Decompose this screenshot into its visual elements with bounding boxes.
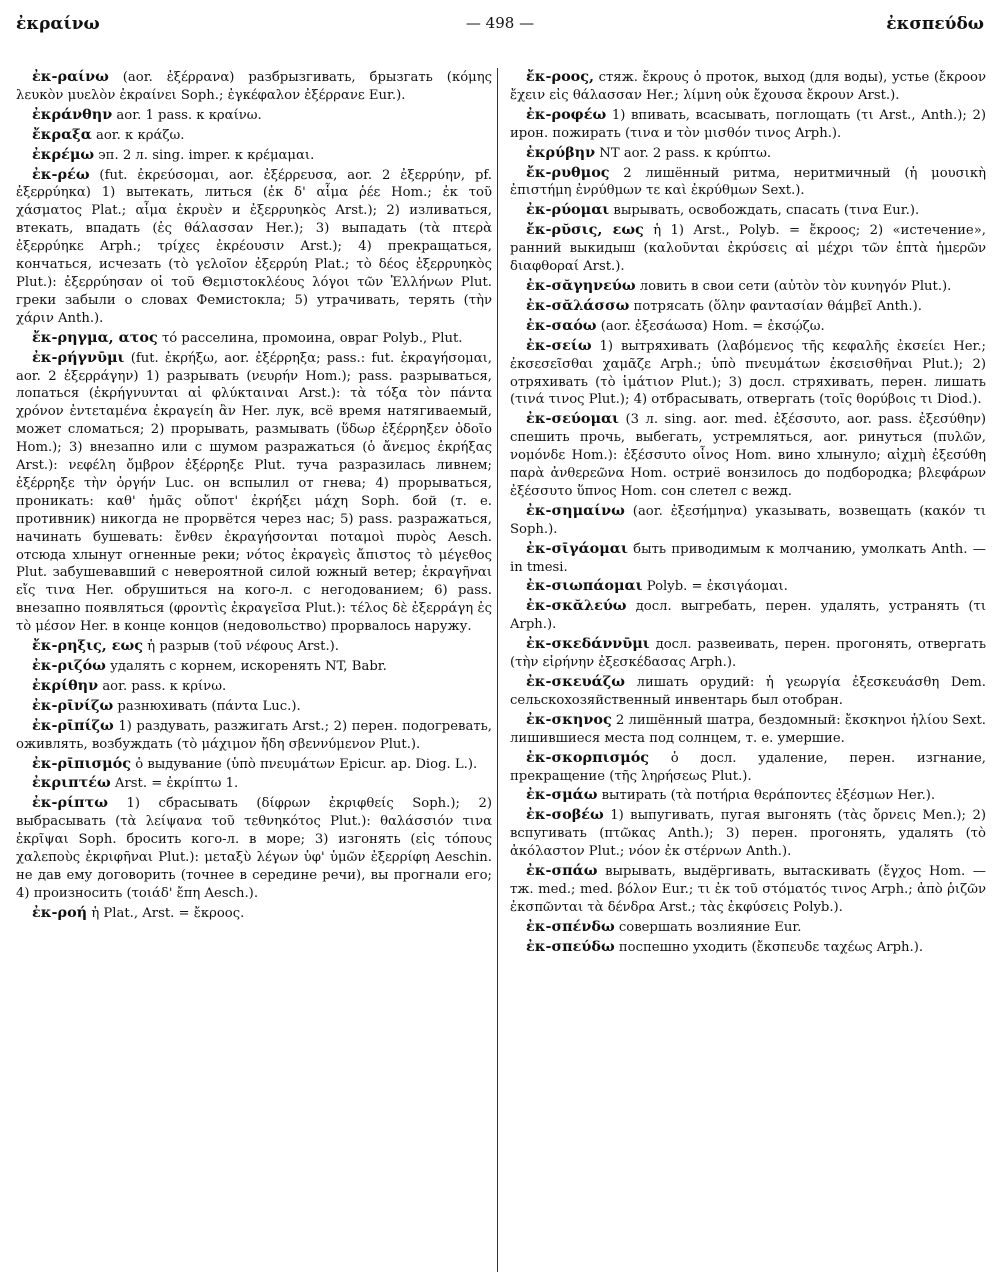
- entry-definition: 2 лишённый ритма, неритмичный (ἡ μουσικὴ ἐπιστήμη ἐνρύθμων τε καὶ ἐκρύθμων Sext.).: [510, 165, 986, 199]
- dictionary-entry: [510, 410, 986, 501]
- entry-definition: ἡ Plat., Arst. = ἔκροος.: [87, 905, 245, 921]
- entry-headword: ἐκ-σημαίνω: [526, 501, 625, 519]
- entry-definition: ἡ разрыв (τοῦ νέφους Arst.).: [143, 639, 339, 655]
- dictionary-entry: [510, 673, 986, 710]
- entry-definition: разнюхивать (πάντα Luc.).: [113, 698, 301, 714]
- entry-headword: ἐκ-σκευάζω: [526, 673, 625, 690]
- entry-definition: ὁ выдувание (ὑπὸ πνευμάτων Epicur. ap. Diog. L.).: [131, 756, 478, 772]
- dictionary-entry: [510, 711, 986, 748]
- entry-definition: (aor. ἐξεσήμηνα) указывать, возвещать (κακόν τι Soph.).: [510, 503, 986, 537]
- dictionary-entry: [16, 329, 492, 348]
- left-column: [16, 68, 492, 1272]
- entry-definition: вырывать, освобождать, спасать (τινα Eur.).: [609, 203, 920, 219]
- entry-headword: ἐκ-ρίπτω: [32, 794, 108, 812]
- dictionary-entry: [16, 126, 492, 145]
- entry-headword: ἐκ-ρῑπίζω: [32, 716, 114, 734]
- entry-definition: (fut. ἐκρήξω, aor. ἐξέρρηξα; pass.: fut. ἐκραγήσομαι, aor. 2 ἐξερράγην) 1) разрывать (νευρήν Hom.); pass. разрываться, лопаться (ἐκρήγνυνται αἱ φλύκταιναι Arst.): τὰ τόξα τὸν πάντα χρόνον ἐντεταμένα ἐκραγείη ἂν Her. лук, всё время натягиваемый, может сломаться; 2) прорывать, размывать (ὕδωρ ἐξέρρηξεν ὁδοῖο Hom.); 3) внезапно или с шумом разражаться (ὁ ἄνεμος ἐκρήξας Arst.): νεφέλη ὄμβρον ἐξέρρηξε Plut. туча разразилась ливнем; ἐξέρρηξε τὴν ὀργήν Luc. он вспылил от гнева; 4) прорываться, проникать: καθ' ἡμᾶς οὔποτ' ἐκρήξει μάχη Soph. бой (т. е. противник) никогда не прорвётся через нас; 5) pass. разражаться, начинать бушевать: ἔνθεν ἐκραγήσονται ποταμοὶ πυρὸς Aesch. отсюда хлынут огненные реки; νότος ἐκραγεὶς ἄπιστος τὸ μέγεθος Plut. забушевавший с невероятной силой южный ветер; ἐκραγῆναι εἴς τινα Her. обрушиться на кого-л. с негодованием; 6) pass. внезапно появляться (φροντὶς ἐκραγεῖσα Plut.): τέλος δὲ ἐξερράγη ἐς τὸ μέσον Her. в конце концов (недовольство) прорвалось наружу.: [16, 350, 492, 635]
- entry-headword: ἐκ-σκᾰλεύω: [526, 597, 627, 615]
- dictionary-entry: [16, 755, 492, 774]
- entry-headword: ἐκ-ρέω: [32, 165, 90, 183]
- entry-headword: ἐκ-σῑγάομαι: [526, 539, 628, 557]
- dictionary-entry: [16, 349, 492, 637]
- entry-headword: ἐκ-σμάω: [526, 786, 598, 804]
- dictionary-entry: [510, 221, 986, 276]
- entry-headword: ἐκρέμω: [32, 145, 95, 163]
- entry-definition: NT aor. 2 pass. к κρύπτω.: [595, 145, 772, 161]
- dictionary-entry: [16, 68, 492, 105]
- entry-headword: ἐκ-ριζόω: [32, 657, 106, 674]
- entry-definition: τό расселина, промоина, овраг Polyb., Plut.: [157, 330, 463, 346]
- entry-definition: вытирать (τὰ ποτήρια θεράποντες ἐξέσμων Her.).: [597, 788, 936, 804]
- dictionary-entry: [510, 68, 986, 105]
- entry-headword: ἐκ-ραίνω: [32, 68, 109, 85]
- dictionary-entry: [510, 297, 986, 316]
- dictionary-entry: [510, 918, 986, 937]
- dictionary-entry: [16, 794, 492, 902]
- entry-definition: ὁ досл. удаление, перен. изгнание, прекращение (τῆς ληρήσεως Plut.).: [510, 750, 986, 784]
- header-left-guideword: ἐκραίνω: [16, 14, 100, 34]
- entry-headword: ἐκ-ρῑνίζω: [32, 696, 114, 714]
- dictionary-entry: [510, 806, 986, 861]
- dictionary-entry: [16, 904, 492, 923]
- entry-definition: досл. выгребать, перен. удалять, устранять (τι Arph.).: [510, 599, 986, 633]
- entry-headword: ἐκ-ρύομαι: [526, 201, 610, 219]
- entry-definition: 1) выпугивать, пугая выгонять (τὰς ὄρνεις Men.); 2) вспугивать (πτῶκας Anth.); 3) перен. прогонять, удалять (τὸ ἀκόλαστον Plut.; νόον ἐκ στέρνων Anth.).: [510, 808, 986, 860]
- entry-definition: лишать орудий: ἡ γεωργία ἐξεσκευάσθη Dem. сельскохозяйственный инвентарь был отобран.: [510, 675, 986, 708]
- entry-headword: ἐκ-σείω: [526, 336, 592, 354]
- entry-headword: ἐκ-σεύομαι: [526, 410, 620, 428]
- entry-headword: ἐκ-σκηνος: [526, 710, 612, 728]
- entry-headword: ἐκριπτέω: [32, 774, 111, 792]
- page-header: [16, 14, 984, 40]
- entry-headword: ἔκ-ρηξις, εως: [32, 637, 144, 655]
- dictionary-entry: [16, 146, 492, 165]
- entry-headword: ἐκ-σκορπισμός: [526, 748, 650, 766]
- entry-definition: поспешно уходить (ἔκσπευδε ταχέως Arph.).: [614, 939, 924, 955]
- entry-definition: (aor. ἐξέρρανα) разбрызгивать, брызгать (κόμης λευκὸν μυελὸν ἐκραίνει Soph.; ἐγκέφαλον ἐξέρρανε Eur.).: [16, 70, 492, 103]
- entry-headword: ἐκ-σαόω: [526, 316, 597, 334]
- dictionary-entry: [16, 637, 492, 656]
- entry-headword: ἐκρύβην: [526, 143, 596, 161]
- dictionary-entry: [510, 938, 986, 957]
- dictionary-entry: [510, 317, 986, 336]
- entry-definition: ловить в свои сети (αὐτὸν τὸν κυνηγόν Plut.).: [635, 278, 952, 294]
- dictionary-entry: [16, 106, 492, 125]
- entry-definition: досл. развеивать, перен. прогонять, отвергать (τὴν εἰρήνην ἐξεσκέδασας Arph.).: [510, 637, 986, 671]
- dictionary-entry: [510, 862, 986, 917]
- entry-definition: совершать возлияние Eur.: [614, 919, 802, 935]
- dictionary-entry: [510, 277, 986, 296]
- entry-headword: ἐκράνθην: [32, 105, 113, 123]
- entry-headword: ἔκ-ροος,: [526, 68, 595, 85]
- header-right-guideword: ἐκσπεύδω: [886, 14, 984, 34]
- dictionary-entry: [510, 337, 986, 410]
- entry-headword: ἔκ-ρῠσις, εως: [526, 221, 644, 239]
- entry-headword: ἐκ-σπάω: [526, 862, 598, 880]
- entry-headword: ἐκ-σπεύδω: [526, 937, 615, 955]
- entry-headword: ἐκ-σᾰγηνεύω: [526, 276, 636, 294]
- entry-headword: ἔκ-ρυθμος: [526, 163, 610, 181]
- entry-definition: Polyb. = ἐκσιγάομαι.: [642, 579, 788, 595]
- page-number: — 498 —: [465, 14, 535, 32]
- entry-definition: aor. pass. к κρίνω.: [98, 678, 227, 694]
- dictionary-entry: [510, 540, 986, 577]
- entry-headword: ἐκ-σᾰλάσσω: [526, 296, 630, 314]
- entry-headword: ἐκ-σοβέω: [526, 806, 604, 824]
- entry-definition: aor. к κράζω.: [91, 127, 185, 143]
- entry-headword: ἐκ-σκεδάννῡμι: [526, 635, 650, 653]
- dictionary-entry: [510, 164, 986, 201]
- entry-headword: ἐκ-σπένδω: [526, 917, 615, 935]
- entry-definition: 1) раздувать, разжигать Arst.; 2) перен. подогревать, оживлять, возбуждать (τὸ μάχιμον ἤδη σβεννύμενον Plut.).: [16, 718, 492, 752]
- column-divider: [497, 68, 498, 1272]
- entry-definition: (fut. ἐκρεύσομαι, aor. ἐξέρρευσα, aor. 2 ἐξερρύην, pf. ἐξερρύηκα) 1) вытекать, литься (ἐκ δ' αἷμα ῥέε Hom.; ἐκ τοῦ χάσματος Plat.; αἷμα ἐκρυὲν и ἐξερρυηκὸς Arst.); 2) изливаться, втекать, впадать (ἐς θάλασσαν Her.); 3) выпадать (τὰ πτερὰ ἐξερρύηκε Arph.; τρίχες ἐκρέουσιν Arst.); 4) прекращаться, кончаться, исчезать (τὸ γελοῖον ἐξερρύη Plat.; τὸ δέος ἐξερρυηκὸς Plut.): ἐξερρύησαν οἱ τοῦ Θεμιστοκλέους λόγοι τῶν Ἑλλήνων Plut. греки забыли о словах Фемистокла; 5) утрачивать, терять (τὴν χάριν Anth.).: [16, 167, 492, 326]
- entry-headword: ἐκ-σιωπάομαι: [526, 577, 643, 595]
- entry-definition: 1) впивать, всасывать, поглощать (τι Arst., Anth.); 2) ирон. пожирать (τινα и τὸν μισθόν τινος Arph.).: [510, 107, 986, 141]
- dictionary-entry: [510, 201, 986, 220]
- entry-definition: Arst. = ἐκρίπτω 1.: [110, 776, 239, 792]
- entry-definition: 1) вытряхивать (λαβόμενος τῆς κεφαλῆς ἐκσείει Her.; ἐκσεσεῖσθαι χαμᾶζε Arph.; ὑπὸ πνευμάτων ἐκσεισθῆναι Plut.); 2) отряхивать (τὸ ἱμάτιον Plut.); 3) досл. стряхивать, перен. лишать (τινά τινος Plut.); 4) отбрасывать, отвергать (τοῖς θορύβοις τι Diod.).: [510, 338, 986, 408]
- entry-headword: ἐκ-ροφέω: [526, 105, 607, 123]
- dictionary-entry: [510, 597, 986, 634]
- entry-headword: ἔκ-ρηγμα, ατος: [32, 328, 158, 346]
- dictionary-entry: [510, 749, 986, 786]
- dictionary-entry: [16, 697, 492, 716]
- dictionary-entry: [510, 786, 986, 805]
- right-column: [510, 68, 986, 1272]
- entry-definition: удалять с корнем, искоренять NT, Babr.: [105, 659, 387, 674]
- dictionary-entry: [16, 166, 492, 328]
- entry-headword: ἐκ-ρῑπισμός: [32, 754, 132, 772]
- entry-headword: ἐκρίθην: [32, 676, 99, 694]
- entry-definition: (3 л. sing. aor. med. ἐξέσσυτο, aor. pass. ἐξεσύθην) спешить прочь, выбегать, устремляться, aor. ринуться (πυλῶν, νομόνδε Hom.): ἐξέσσυτο οἶνος Hom. вино хлынуло; αἰχμὴ ἐξεσύθη παρὰ ἀνθερεῶνα Hom. остриё вонзилось до подбородка; βλεφάρων ἐξέσσυτο ὕπνος Hom. сон слетел с вежд.: [510, 412, 986, 499]
- entry-headword: ἐκ-ρήγνῡμι: [32, 348, 125, 366]
- entry-headword: ἔκραξα: [32, 125, 92, 143]
- entry-definition: стяж. ἔκρους ὁ проток, выход (для воды), устье (ἔκροον ἔχειν εἰς θάλασσαν Her.; λίμνη οὐκ ἔχουσα ἔκρουν Arst.).: [510, 70, 986, 103]
- dictionary-entry: [510, 144, 986, 163]
- dictionary-entry: [16, 774, 492, 793]
- entry-definition: ἡ 1) Arst., Polyb. = ἔκροος; 2) «истечение», ранний выкидыш (καλοῦνται ἐκρύσεις αἱ μέχρι τῶν ἑπτὰ ἡμερῶν διαφθοραί Arst.).: [510, 223, 986, 275]
- dictionary-entry: [510, 106, 986, 143]
- dictionary-entry: [16, 717, 492, 754]
- dictionary-entry: [510, 502, 986, 539]
- entry-definition: потрясать (ὅλην φαντασίαν θάμβεῖ Anth.).: [629, 298, 922, 314]
- entry-definition: эп. 2 л. sing. imper. к κρέμαμαι.: [94, 147, 315, 163]
- entry-definition: быть приводимым к молчанию, умолкать Anth. — in tmesi.: [510, 541, 986, 575]
- dictionary-entry: [16, 657, 492, 676]
- entry-headword: ἐκ-ροή: [32, 903, 88, 921]
- entry-definition: 2 лишённый шатра, бездомный: ἔκσκηνοι ἡλίου Sext. лишившиеся места под солнцем, т. е. умершие.: [510, 712, 986, 746]
- entry-definition: aor. 1 pass. к κραίνω.: [112, 107, 262, 123]
- entry-definition: 1) сбрасывать (δίφρων ἐκριφθείς Soph.); 2) выбрасывать (τὰ λείψανα τοῦ τεθνηκότος Plut.): θαλάσσιόν τινα ἐκρῖψαι Soph. бросить кого-л. в море; 3) изгонять (εἰς τόπους χαλεποὺς ἐκριφῆναι Plut.): μεταξὺ λέγων ὑφ' ὑμῶν ἐξερρίφη Aeschin. не дав ему договорить (точнее в середине речи), вы прогнали его; 4) произносить (τοιάδ' ἔπη Aesch.).: [16, 796, 492, 901]
- entry-definition: вырывать, выдёргивать, вытаскивать (ἔγχος Hom. — тж. med.; med. βόλον Eur.; τι ἐκ τοῦ στόματός τινος Arph.; ἀπὸ ῥιζῶν ἐκσπῶνται τὰ δένδρα Arst.; τὰς ἐκφύσεις Polyb.).: [510, 864, 986, 915]
- entry-definition: (aor. ἐξεσάωσα) Hom. = ἐκσῴζω.: [596, 318, 825, 334]
- dictionary-entry: [16, 677, 492, 696]
- dictionary-entry: [510, 577, 986, 596]
- dictionary-entry: [510, 635, 986, 672]
